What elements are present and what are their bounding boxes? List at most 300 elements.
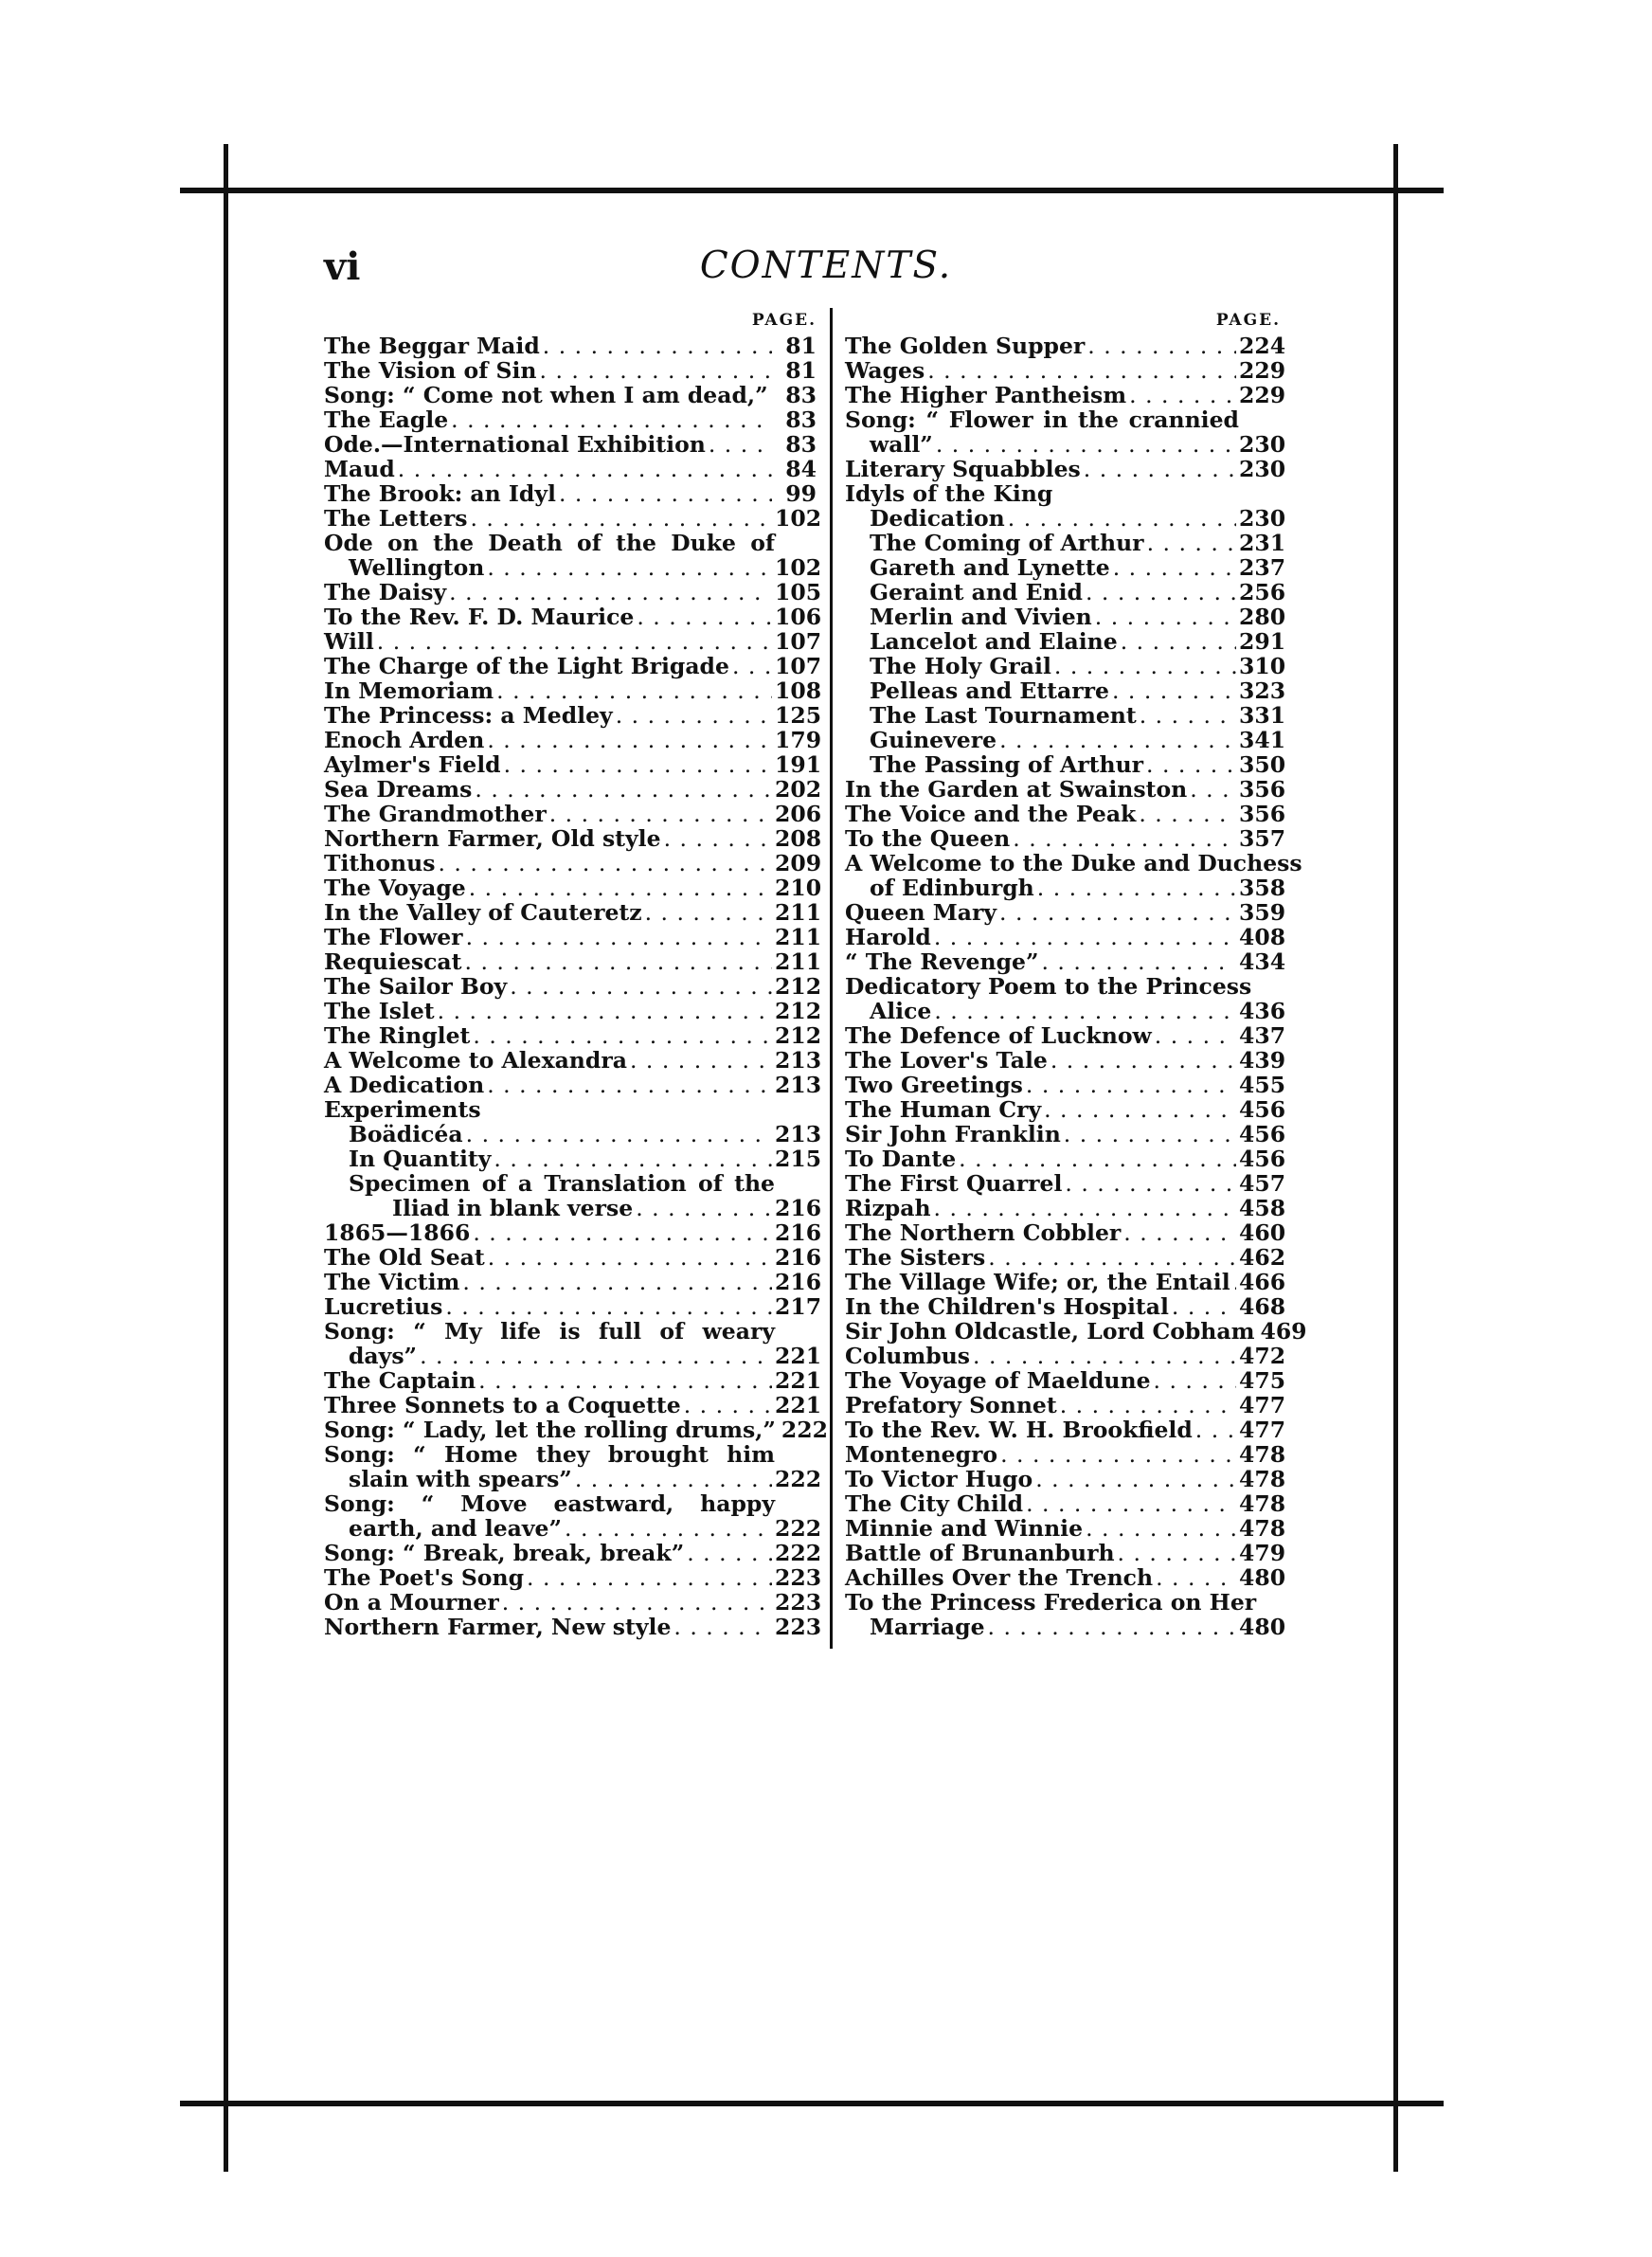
entry-page-number: 81 <box>785 333 817 359</box>
entry-title: Battle of Brunanburh <box>845 1540 1115 1566</box>
entry-page-number: 477 <box>1239 1392 1286 1418</box>
entry-title: In Quantity <box>349 1146 492 1172</box>
entry-title: Song: “ Move eastward, happy <box>324 1490 775 1517</box>
dot-leader <box>1129 383 1236 407</box>
contents-entry <box>324 604 822 630</box>
dot-leader <box>1190 777 1236 802</box>
entry-title: The Beggar Maid <box>324 333 540 359</box>
dot-leader <box>502 1590 772 1615</box>
contents-entry <box>845 505 1286 532</box>
dot-leader <box>1140 703 1236 728</box>
dot-leader <box>1086 1516 1236 1541</box>
entry-page-number: 105 <box>775 579 822 605</box>
contents-entry <box>324 358 817 383</box>
entry-page-number: 434 <box>1239 948 1286 975</box>
contents-entry <box>324 554 822 581</box>
entry-title: Experiments <box>324 1096 481 1123</box>
dot-leader <box>465 949 773 974</box>
contents-entry <box>845 1269 1286 1295</box>
contents-entry <box>324 1515 822 1542</box>
entry-title: The Old Seat <box>324 1244 485 1271</box>
entry-page-number: 83 <box>785 382 817 408</box>
contents-entry <box>324 899 822 926</box>
dot-leader <box>1195 1417 1236 1442</box>
contents-entry <box>324 531 817 555</box>
dot-leader <box>466 925 772 949</box>
entry-title: The Sailor Boy <box>324 973 508 1000</box>
entry-title: The Victim <box>324 1269 460 1295</box>
entry-title: The Voice and the Peak <box>845 801 1137 827</box>
dot-leader <box>449 580 772 605</box>
entry-page-number: 102 <box>775 505 822 532</box>
entry-page-number: 280 <box>1239 604 1286 630</box>
entry-page-number: 456 <box>1239 1146 1286 1172</box>
contents-entry <box>845 1022 1286 1049</box>
dot-leader <box>549 802 772 826</box>
dot-leader <box>527 1565 772 1590</box>
entry-title: The Charge of the Light Brigade <box>324 653 729 679</box>
dot-leader <box>510 974 772 999</box>
entry-title: To Dante <box>845 1146 957 1172</box>
contents-entry <box>324 875 822 901</box>
contents-entry <box>324 1367 822 1394</box>
entry-page-number: 457 <box>1239 1170 1286 1197</box>
entry-title: Enoch Arden <box>324 727 485 753</box>
frame-top-rule <box>180 188 1444 193</box>
entry-page-number: 221 <box>775 1343 822 1369</box>
contents-entry <box>845 1318 1307 1345</box>
entry-title: Two Greetings <box>845 1072 1023 1098</box>
entry-page-number: 291 <box>1239 628 1286 655</box>
contents-entry <box>845 1367 1286 1394</box>
contents-entry <box>324 457 817 481</box>
entry-title: earth, and leave” <box>349 1515 563 1542</box>
contents-entry <box>324 1540 822 1566</box>
dot-leader <box>673 1615 772 1639</box>
contents-entry <box>845 1072 1286 1098</box>
entry-title: The Daisy <box>324 579 447 605</box>
entry-title: Dedication <box>870 505 1005 532</box>
dot-leader <box>470 506 772 531</box>
contents-entry <box>324 998 822 1024</box>
entry-page-number: 478 <box>1239 1490 1286 1517</box>
entry-page-number: 211 <box>775 948 822 975</box>
dot-leader <box>934 925 1236 949</box>
entry-page-number: 478 <box>1239 1466 1286 1492</box>
entry-title: Sir John Oldcastle, Lord Cobham <box>845 1318 1255 1345</box>
contents-entry <box>324 825 822 852</box>
dot-leader <box>1121 629 1236 654</box>
entry-page-number: 466 <box>1239 1269 1286 1295</box>
dot-leader <box>473 1023 772 1048</box>
entry-page-number: 478 <box>1239 1515 1286 1542</box>
entry-title: On a Mourner <box>324 1589 499 1616</box>
entry-page-number: 211 <box>775 924 822 950</box>
contents-entry <box>845 481 1281 506</box>
entry-page-number: 462 <box>1239 1244 1286 1271</box>
entry-page-number: 230 <box>1239 431 1286 458</box>
entry-page-number: 216 <box>775 1269 822 1295</box>
dot-leader <box>1154 1368 1236 1393</box>
contents-entry <box>845 554 1286 581</box>
dot-leader <box>1035 1467 1236 1491</box>
entry-title: The Eagle <box>324 406 449 433</box>
entry-title: The Captain <box>324 1367 476 1394</box>
contents-entry <box>845 751 1286 778</box>
entry-title: Prefatory Sonnet <box>845 1392 1057 1418</box>
contents-entry <box>324 973 822 1000</box>
entry-title: The Lover's Tale <box>845 1047 1048 1074</box>
entry-title: Boädicéa <box>349 1121 463 1147</box>
entry-title: To the Rev. F. D. Maurice <box>324 604 635 630</box>
dot-leader <box>630 1048 772 1073</box>
entry-page-number: 475 <box>1239 1367 1286 1394</box>
entry-page-number: 107 <box>775 653 822 679</box>
entry-page-number: 310 <box>1239 653 1286 679</box>
dot-leader <box>684 1393 772 1417</box>
dot-leader <box>1054 654 1236 678</box>
contents-entry <box>845 850 1302 876</box>
contents-entry <box>845 1466 1286 1492</box>
entry-title: The City Child <box>845 1490 1024 1517</box>
contents-entry <box>845 628 1286 655</box>
contents-entry <box>845 357 1286 384</box>
dot-leader <box>487 728 772 752</box>
dot-leader <box>999 728 1236 752</box>
contents-entry <box>324 1614 822 1640</box>
contents-entry <box>324 1269 822 1295</box>
contents-entry <box>845 1146 1286 1172</box>
contents-entry <box>324 1466 822 1492</box>
contents-entry <box>845 727 1286 753</box>
entry-page-number: 208 <box>775 825 822 852</box>
entry-title: Rizpah <box>845 1195 931 1221</box>
entry-title: Wages <box>845 357 925 384</box>
dot-leader <box>1050 1048 1236 1073</box>
contents-entry <box>324 407 817 432</box>
entry-title: Maud <box>324 456 395 482</box>
entry-page-number: 217 <box>775 1293 822 1320</box>
entry-page-number: 213 <box>775 1121 822 1147</box>
entry-page-number: 84 <box>785 456 817 482</box>
dot-leader <box>1026 1491 1236 1516</box>
contents-entry <box>324 1417 828 1443</box>
entry-page-number: 108 <box>775 677 822 704</box>
dot-leader <box>504 752 772 777</box>
dot-leader <box>1008 506 1236 531</box>
entry-page-number: 191 <box>775 751 822 778</box>
entry-page-number: 222 <box>781 1417 828 1443</box>
entry-page-number: 210 <box>775 875 822 901</box>
entry-page-number: 125 <box>775 702 822 729</box>
dot-leader <box>475 777 772 802</box>
contents-entry <box>845 1244 1286 1271</box>
contents-entry <box>845 1441 1286 1468</box>
contents-entry <box>845 653 1286 679</box>
dot-leader <box>1065 1171 1236 1196</box>
entry-page-number: 229 <box>1239 382 1286 408</box>
contents-entry <box>324 1171 817 1196</box>
dot-leader <box>636 1196 772 1220</box>
contents-entry <box>324 1121 822 1147</box>
entry-title: The Vision of Sin <box>324 357 537 384</box>
entry-title: Sea Dreams <box>324 776 473 803</box>
page-column-header: PAGE. <box>1215 311 1281 330</box>
entry-page-number: 460 <box>1239 1219 1286 1246</box>
contents-entry <box>324 850 822 876</box>
contents-entry <box>845 1195 1286 1221</box>
entry-title: Requiescat <box>324 948 462 975</box>
contents-entry <box>845 1614 1286 1640</box>
contents-entry <box>324 1589 822 1616</box>
entry-page-number: 223 <box>775 1564 822 1591</box>
entry-title: Sir John Franklin <box>845 1121 1061 1147</box>
entry-page-number: 209 <box>775 850 822 876</box>
contents-entry <box>324 1097 817 1122</box>
contents-entry <box>845 382 1286 408</box>
entry-page-number: 102 <box>775 554 822 581</box>
dot-leader <box>732 654 772 678</box>
contents-entry <box>324 481 817 506</box>
entry-title: To the Princess Frederica on Her <box>845 1589 1257 1616</box>
entry-page-number: 212 <box>775 1022 822 1049</box>
entry-title: Song: “ Lady, let the rolling drums,” <box>324 1417 776 1443</box>
entry-title: The Islet <box>324 998 435 1024</box>
entry-title: To the Queen <box>845 825 1011 852</box>
entry-title: Three Sonnets to a Coquette <box>324 1392 681 1418</box>
contents-list <box>324 333 828 1640</box>
entry-page-number: 222 <box>775 1466 822 1492</box>
entry-page-number: 479 <box>1239 1540 1286 1566</box>
dot-leader <box>565 1516 772 1541</box>
entry-page-number: 229 <box>1239 357 1286 384</box>
entry-title: Song: “ Break, break, break” <box>324 1540 685 1566</box>
entry-page-number: 223 <box>775 1614 822 1640</box>
entry-page-number: 231 <box>1239 530 1286 556</box>
entry-title: Lucretius <box>324 1293 443 1320</box>
entry-title: Marriage <box>870 1614 985 1640</box>
entry-page-number: 323 <box>1239 677 1286 704</box>
contents-entry <box>845 875 1286 901</box>
dot-leader <box>1013 826 1236 851</box>
entry-page-number: 221 <box>775 1367 822 1394</box>
entry-title: The Princess: a Medley <box>324 702 613 729</box>
dot-leader <box>1155 1023 1236 1048</box>
entry-title: The Higher Pantheism <box>845 382 1127 408</box>
entry-page-number: 222 <box>775 1540 822 1566</box>
entry-title: The Grandmother <box>324 801 547 827</box>
entry-title: Gareth and Lynette <box>870 554 1110 581</box>
contents-entry <box>324 1244 822 1271</box>
dot-leader <box>466 1122 772 1147</box>
entry-title: Geraint and Enid <box>870 579 1083 605</box>
dot-leader <box>473 1220 772 1245</box>
entry-title: Columbus <box>845 1343 971 1369</box>
entry-page-number: 230 <box>1239 505 1286 532</box>
dot-leader <box>637 605 772 629</box>
contents-entry <box>324 1072 822 1098</box>
dot-leader <box>616 703 772 728</box>
entry-title: The Last Tournament <box>870 702 1137 729</box>
entry-page-number: 202 <box>775 776 822 803</box>
entry-title: 1865—1866 <box>324 1219 471 1246</box>
dot-leader <box>540 358 772 383</box>
contents-entry <box>845 1564 1286 1591</box>
contents-entry <box>845 1392 1286 1418</box>
entry-title: wall” <box>870 431 933 458</box>
contents-entry <box>324 383 817 407</box>
contents-entry <box>845 1047 1286 1074</box>
entry-page-number: 472 <box>1239 1343 1286 1369</box>
contents-entry <box>324 924 822 950</box>
dot-leader <box>575 1467 772 1491</box>
entry-title: A Welcome to Alexandra <box>324 1047 627 1074</box>
entry-title: Aylmer's Field <box>324 751 501 778</box>
dot-leader <box>1146 752 1236 777</box>
entry-page-number: 99 <box>785 480 817 507</box>
contents-entry <box>324 505 822 532</box>
contents-entry <box>845 333 1286 359</box>
entry-title: Harold <box>845 924 931 950</box>
dot-leader <box>709 432 772 457</box>
contents-entry <box>324 1047 822 1074</box>
entry-title: The Passing of Arthur <box>870 751 1144 778</box>
entry-page-number: 437 <box>1239 1022 1286 1049</box>
contents-entry <box>324 1392 822 1418</box>
entry-page-number: 212 <box>775 998 822 1024</box>
contents-entry <box>845 1490 1286 1517</box>
entry-page-number: 224 <box>1239 333 1286 359</box>
entry-page-number: 477 <box>1239 1417 1286 1443</box>
contents-entry <box>324 751 822 778</box>
entry-page-number: 469 <box>1260 1318 1307 1345</box>
entry-page-number: 215 <box>775 1146 822 1172</box>
entry-page-number: 408 <box>1239 924 1286 950</box>
dot-leader <box>462 1270 772 1294</box>
dot-leader <box>1113 555 1236 580</box>
entry-title: Specimen of a Translation of the <box>349 1170 775 1197</box>
contents-entry <box>845 899 1286 926</box>
column-separator <box>830 308 833 1649</box>
dot-leader <box>445 1294 772 1319</box>
dot-leader <box>1095 605 1236 629</box>
contents-entry <box>324 776 822 803</box>
dot-leader <box>420 1344 772 1368</box>
dot-leader <box>687 1541 772 1565</box>
dot-leader <box>936 432 1236 457</box>
entry-page-number: 456 <box>1239 1121 1286 1147</box>
frame-bottom-rule <box>180 2101 1444 2106</box>
entry-title: Song: “ My life is full of weary <box>324 1318 775 1345</box>
entry-title: Idyls of the King <box>845 480 1053 507</box>
entry-title: slain with spears” <box>349 1466 572 1492</box>
contents-entry <box>845 948 1286 975</box>
entry-title: Wellington <box>349 554 485 581</box>
dot-leader <box>1084 457 1236 481</box>
entry-page-number: 356 <box>1239 801 1286 827</box>
entry-title: Will <box>324 628 374 655</box>
entry-page-number: 212 <box>775 973 822 1000</box>
dot-leader <box>438 851 772 876</box>
dot-leader <box>1060 1393 1236 1417</box>
contents-entry <box>324 653 822 679</box>
dot-leader <box>488 1245 772 1270</box>
contents-entry <box>324 1022 822 1049</box>
dot-leader <box>377 629 772 654</box>
entry-title: The Voyage of Maeldune <box>845 1367 1151 1394</box>
dot-leader <box>1044 1097 1236 1122</box>
entry-page-number: 83 <box>785 406 817 433</box>
contents-entry <box>845 579 1286 605</box>
contents-entry <box>324 1442 817 1467</box>
entry-page-number: 107 <box>775 628 822 655</box>
entry-page-number: 480 <box>1239 1614 1286 1640</box>
contents-entry <box>845 1417 1286 1443</box>
contents-entry <box>324 677 822 704</box>
dot-leader <box>451 407 772 432</box>
dot-leader <box>494 1147 772 1171</box>
entry-title: In the Garden at Swainston <box>845 776 1188 803</box>
entry-page-number: 456 <box>1239 1096 1286 1123</box>
entry-title: Song: “ Come not when I am dead,” <box>324 382 768 408</box>
entry-title: The Voyage <box>324 875 466 901</box>
entry-title: The Ringlet <box>324 1022 471 1049</box>
entry-title: “ The Revenge” <box>845 948 1039 975</box>
dot-leader <box>988 1245 1236 1270</box>
entry-page-number: 237 <box>1239 554 1286 581</box>
contents-entry <box>324 334 817 358</box>
dot-leader <box>1118 1541 1236 1565</box>
dot-leader <box>1139 802 1236 826</box>
entry-page-number: 216 <box>775 1244 822 1271</box>
contents-entry <box>845 1540 1286 1566</box>
contents-entry <box>324 432 817 457</box>
contents-entry <box>324 801 822 827</box>
entry-title: The Northern Cobbler <box>845 1219 1122 1246</box>
page-folio: vi <box>324 244 361 289</box>
contents-entry <box>845 1170 1286 1197</box>
entry-title: The Defence of Lucknow <box>845 1022 1152 1049</box>
contents-entry <box>845 604 1286 630</box>
dot-leader <box>771 383 772 407</box>
entry-page-number: 213 <box>775 1072 822 1098</box>
contents-entry <box>845 825 1286 852</box>
entry-page-number: 358 <box>1239 875 1286 901</box>
contents-entry <box>324 727 822 753</box>
entry-page-number: 211 <box>775 899 822 926</box>
entry-title: Queen Mary <box>845 899 997 926</box>
dot-leader <box>398 457 772 481</box>
entry-page-number: 478 <box>1239 1441 1286 1468</box>
dot-leader <box>1000 1442 1236 1467</box>
contents-entry <box>845 998 1286 1024</box>
dot-leader <box>438 999 772 1023</box>
entry-page-number: 206 <box>775 801 822 827</box>
entry-page-number: 455 <box>1239 1072 1286 1098</box>
entry-page-number: 356 <box>1239 776 1286 803</box>
entry-page-number: 331 <box>1239 702 1286 729</box>
entry-title: In Memoriam <box>324 677 494 704</box>
entry-title: Ode.—International Exhibition <box>324 431 706 458</box>
dot-leader <box>469 876 772 900</box>
contents-entry <box>845 431 1286 458</box>
entry-page-number: 341 <box>1239 727 1286 753</box>
entry-page-number: 256 <box>1239 579 1286 605</box>
dot-leader <box>1233 1270 1236 1294</box>
contents-entry <box>845 1096 1286 1123</box>
dot-leader <box>1156 1565 1236 1590</box>
dot-leader <box>988 1615 1236 1639</box>
